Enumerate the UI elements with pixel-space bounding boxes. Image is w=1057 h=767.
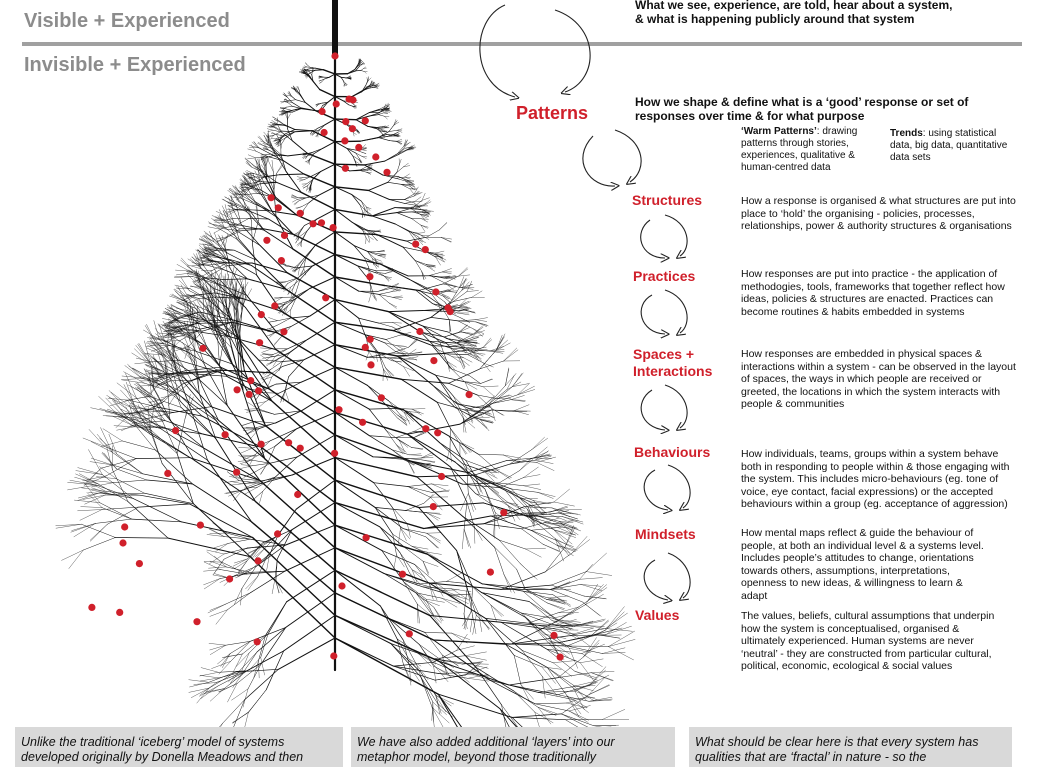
layer-desc-behaviours: How individuals, teams, groups within a system behave both in responding to people within & those engaging with the system. This includes micro-behaviours (eg. tone of voice, eye contact, facial expressions) or the accepted behaviours within a group (eg. acceptance of aggression) — [741, 448, 1011, 511]
layer-desc-spaces-interactions: How responses are embedded in physical spaces & interactions within a system - can be observed in the layout of spaces, the ways in which people are received or greeted, the locations in which the system interacts with people & communities — [741, 348, 1016, 411]
cycle-arrow-practices-spaces — [641, 295, 665, 334]
layer-label-mindsets: Mindsets — [635, 526, 696, 543]
layer-label-behaviours: Behaviours — [634, 444, 710, 461]
layer-desc-values: The values, beliefs, cultural assumptions that underpin how the system is conceptualised, organised & ultimately experienced. Human systems are never ‘neutral’ - they are constructed from particular cultural, political, economic, ecological & social values — [741, 610, 1001, 673]
cycle-arrow-spaces-behaviours — [641, 390, 665, 430]
trends-text: : using statistical data, big data, quantitative data sets — [890, 128, 1007, 163]
cycle-arrow-events-patterns — [480, 5, 515, 97]
cycle-arrow-structures-practices — [641, 220, 665, 258]
trends-note — [890, 128, 1015, 164]
events-description: What we see, experience, are told, hear about a system, & what is happening publicly around that system — [635, 0, 1035, 26]
cycle-arrow-mindsets-values — [644, 560, 668, 600]
layer-desc-structures: How a response is organised & what structures are put into place to ‘hold’ the organising - policies, processes, relationships, power & authority structures & organisations — [741, 195, 1021, 233]
layer-label-practices: Practices — [633, 268, 695, 285]
cycle-arrow-patterns-structures-return — [615, 130, 641, 182]
invisible-experienced-heading: Invisible + Experienced — [24, 54, 246, 77]
layer-label-patterns: Patterns — [516, 105, 588, 122]
layer-label-spaces-interactions: Spaces + Interactions — [633, 346, 712, 380]
cycle-arrow-behaviours-mindsets-return — [668, 465, 690, 508]
cycle-arrow-behaviours-mindsets — [644, 470, 668, 510]
warm-patterns-title: ‘Warm Patterns’ — [741, 126, 817, 137]
layer-desc-practices: How responses are put into practice - the application of methodogies, tools, frameworks that together reflect how ideas, policies & structures are enacted. Practices can become routines & habits embedded in systems — [741, 268, 1011, 318]
warm-patterns-text: : drawing patterns through stories, experiences, qualitative & human-centred data — [741, 126, 857, 173]
layer-label-values: Values — [635, 607, 679, 624]
layer-desc-patterns: How we shape & define what is a ‘good’ response or set of responses over time & for what purpose — [635, 95, 1015, 123]
trends-title: Trends — [890, 128, 923, 139]
layer-label-structures: Structures — [632, 192, 702, 209]
cycle-arrow-mindsets-values-return — [668, 553, 690, 598]
cycle-arrow-events-patterns-return — [555, 10, 590, 92]
footer-note-fractal: What should be clear here is that every system has qualities that are ‘fractal’ in nature - so the — [689, 727, 1012, 767]
footer-note-layers: We have also added additional ‘layers’ into our metaphor model, beyond those traditionally — [351, 727, 675, 767]
cycle-arrow-spaces-behaviours-return — [665, 385, 687, 428]
warm-patterns-note — [741, 126, 867, 174]
cycle-arrow-patterns-structures — [583, 136, 615, 186]
visible-experienced-heading: Visible + Experienced — [24, 10, 230, 33]
footer-note-iceberg: Unlike the traditional ‘iceberg’ model of systems developed originally by Donella Meadows and then — [15, 727, 343, 767]
layer-desc-mindsets: How mental maps reflect & guide the behaviour of people, at both an individual level & a systems level. Includes people’s attitudes to change, orientations towards others, assumptions, interpretations, openness to new ideas, & willingness to learn & adapt — [741, 527, 991, 602]
cycle-arrow-structures-practices-return — [665, 215, 687, 256]
cycle-arrow-practices-spaces-return — [665, 290, 687, 333]
